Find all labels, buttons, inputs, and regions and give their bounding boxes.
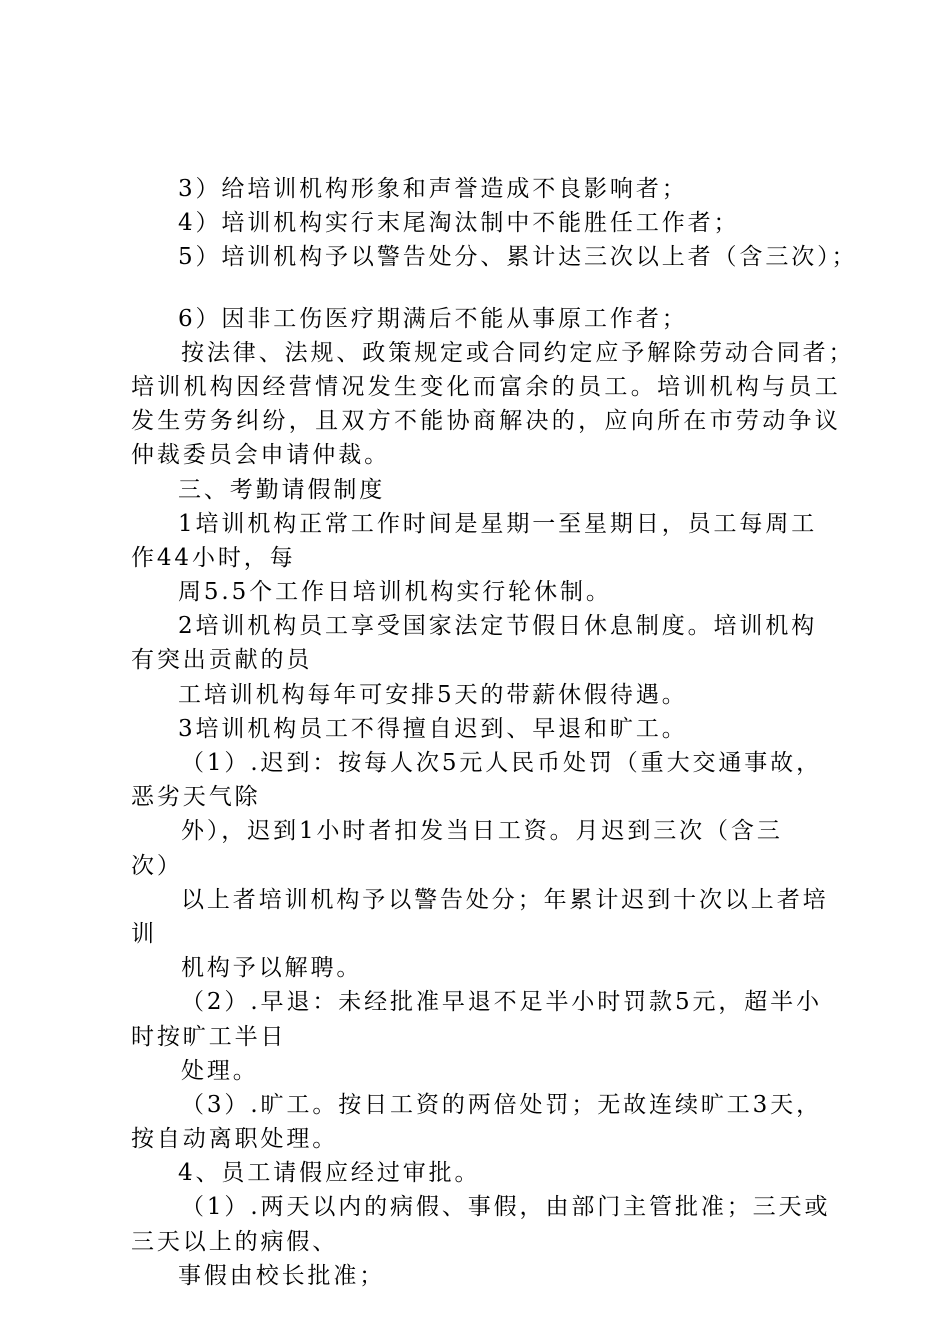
text-line: 三天以上的病假、 xyxy=(131,1228,339,1255)
text-line: 外），迟到1小时者扣发当日工资。月迟到三次（含三 xyxy=(181,818,783,845)
text-line: 训 xyxy=(131,920,157,947)
text-line: 机构予以解聘。 xyxy=(181,955,363,982)
document-body xyxy=(131,172,858,1293)
text-line: 4）培训机构实行末尾淘汰制中不能胜任工作者； xyxy=(178,210,740,237)
text-line: 处理。 xyxy=(181,1057,259,1084)
text-line: 发生劳务纠纷，且双方不能协商解决的，应向所在市劳动争议 xyxy=(131,408,842,435)
text-line: 5）培训机构予以警告处分、累计达三次以上者（含三次）； xyxy=(178,244,858,271)
text-line: 培训机构因经营情况发生变化而富余的员工。培训机构与员工 xyxy=(131,373,842,400)
text-line: （1）.迟到：按每人次5元人民币处罚（重大交通事故， xyxy=(181,750,822,776)
text-line: 周5.5个工作日培训机构实行轮休制。 xyxy=(178,579,612,606)
text-line: 1培训机构正常工作时间是星期一至星期日，员工每周工 xyxy=(178,510,818,537)
text-line: 2培训机构员工享受国家法定节假日休息制度。培训机构 xyxy=(178,613,818,640)
text-line: 3）给培训机构形象和声誉造成不良影响者； xyxy=(178,176,688,202)
text-line: 4、员工请假应经过审批。 xyxy=(178,1160,481,1187)
section-heading: 三、考勤请假制度 xyxy=(178,476,386,503)
text-line: 3培训机构员工不得擅自迟到、早退和旷工。 xyxy=(178,715,688,742)
text-line: 工培训机构每年可安排5天的带薪休假待遇。 xyxy=(178,681,688,708)
text-line: 有突出贡献的员 xyxy=(131,647,313,674)
text-line: 按法律、法规、政策规定或合同约定应予解除劳动合同者； xyxy=(181,339,855,366)
text-line: （3）.旷工。按日工资的两倍处罚；无故连续旷工3天， xyxy=(181,1091,822,1118)
text-line: 以上者培训机构予以警告处分；年累计迟到十次以上者培 xyxy=(181,886,829,913)
text-line: 仲裁委员会申请仲裁。 xyxy=(131,442,390,469)
text-line: （2）.早退：未经批准早退不足半小时罚款5元，超半小 xyxy=(181,989,822,1016)
text-line: 事假由校长批准； xyxy=(178,1262,386,1289)
text-line: 6）因非工伤医疗期满后不能从事原工作者； xyxy=(178,305,688,332)
text-line: （1）.两天以内的病假、事假，由部门主管批准；三天或 xyxy=(181,1194,831,1221)
text-line: 作44小时，每 xyxy=(131,544,296,571)
text-line: 次） xyxy=(131,852,183,879)
text-line: 按自动离职处理。 xyxy=(131,1126,339,1153)
text-line: 恶劣天气除 xyxy=(131,784,261,811)
text-line: 时按旷工半日 xyxy=(131,1023,287,1050)
